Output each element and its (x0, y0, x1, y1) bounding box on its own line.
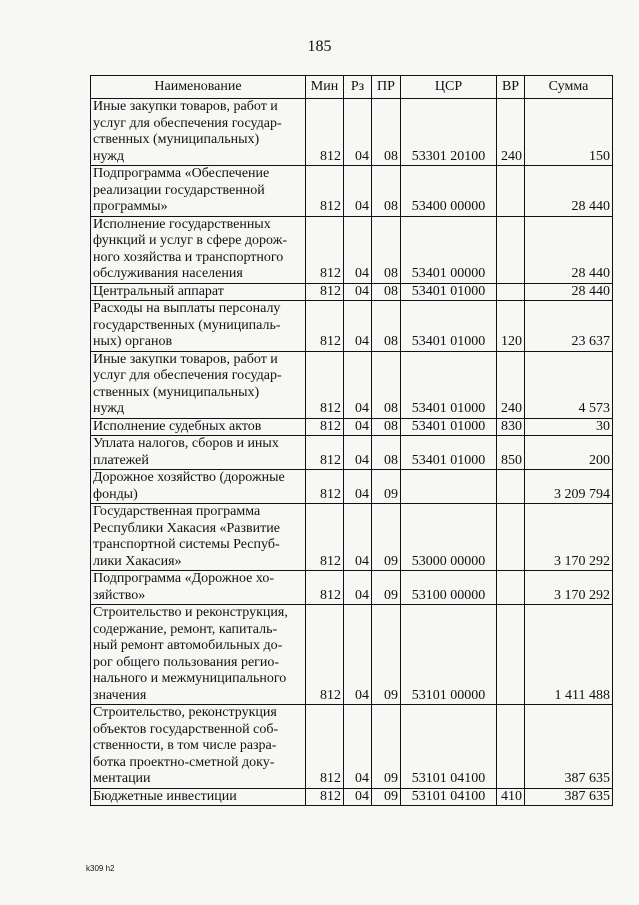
row-csr: 53401 01000 (401, 283, 497, 301)
row-sum: 387 635 (525, 788, 613, 806)
row-pr: 09 (372, 788, 401, 806)
table-row (91, 99, 613, 166)
row-sum: 150 (525, 99, 613, 166)
row-sum: 3 170 292 (525, 571, 613, 605)
row-vr: 850 (497, 436, 525, 470)
row-min: 812 (306, 301, 344, 352)
row-vr (497, 571, 525, 605)
row-min: 812 (306, 216, 344, 283)
row-pr: 08 (372, 99, 401, 166)
row-sum: 200 (525, 436, 613, 470)
row-min: 812 (306, 571, 344, 605)
table-row (91, 470, 613, 504)
row-min: 812 (306, 436, 344, 470)
row-rz: 04 (344, 470, 372, 504)
row-vr: 830 (497, 418, 525, 436)
table-header-row (91, 76, 613, 99)
row-vr (497, 166, 525, 217)
row-rz: 04 (344, 571, 372, 605)
row-pr: 09 (372, 470, 401, 504)
row-rz: 04 (344, 283, 372, 301)
table-row (91, 605, 613, 705)
row-vr: 120 (497, 301, 525, 352)
row-rz: 04 (344, 418, 372, 436)
header-pr: ПР (372, 76, 401, 99)
row-rz: 04 (344, 436, 372, 470)
table-row (91, 351, 613, 418)
row-csr: 53401 01000 (401, 351, 497, 418)
row-sum: 1 411 488 (525, 605, 613, 705)
row-rz: 04 (344, 166, 372, 217)
row-name: Бюджетные инвестиции (91, 788, 306, 806)
row-csr: 53101 00000 (401, 605, 497, 705)
row-name: Строительство, реконструкция объектов государственной соб- ственности, в том числе разра- ботка проектно-сметной доку- ментации (91, 705, 306, 789)
row-rz: 04 (344, 504, 372, 571)
table-row (91, 301, 613, 352)
row-sum: 28 440 (525, 166, 613, 217)
row-sum: 3 209 794 (525, 470, 613, 504)
row-rz: 04 (344, 301, 372, 352)
row-pr: 08 (372, 351, 401, 418)
row-vr: 240 (497, 99, 525, 166)
row-pr: 08 (372, 418, 401, 436)
row-min: 812 (306, 705, 344, 789)
table-row (91, 418, 613, 436)
row-sum: 30 (525, 418, 613, 436)
footer-code: k309 h2 (86, 864, 115, 873)
row-vr (497, 216, 525, 283)
row-rz: 04 (344, 788, 372, 806)
row-pr: 08 (372, 436, 401, 470)
row-sum: 4 573 (525, 351, 613, 418)
row-name: Подпрограмма «Обеспечение реализации государственной программы» (91, 166, 306, 217)
row-name: Исполнение судебных актов (91, 418, 306, 436)
row-min: 812 (306, 504, 344, 571)
header-name: Наименование (91, 76, 306, 99)
table-row (91, 788, 613, 806)
row-min: 812 (306, 166, 344, 217)
row-csr (401, 470, 497, 504)
row-pr: 09 (372, 571, 401, 605)
row-csr: 53401 01000 (401, 301, 497, 352)
row-min: 812 (306, 351, 344, 418)
row-vr (497, 283, 525, 301)
row-name: Иные закупки товаров, работ и услуг для обеспечения государ- ственных (муниципальных) нужд (91, 99, 306, 166)
row-csr: 53100 00000 (401, 571, 497, 605)
table-row (91, 166, 613, 217)
row-min: 812 (306, 99, 344, 166)
row-pr: 09 (372, 705, 401, 789)
row-sum: 28 440 (525, 216, 613, 283)
row-pr: 08 (372, 301, 401, 352)
row-vr (497, 504, 525, 571)
header-rz: Рз (344, 76, 372, 99)
row-rz: 04 (344, 351, 372, 418)
row-rz: 04 (344, 99, 372, 166)
row-min: 812 (306, 418, 344, 436)
row-name: Центральный аппарат (91, 283, 306, 301)
budget-table (90, 75, 613, 806)
table-row (91, 436, 613, 470)
row-min: 812 (306, 470, 344, 504)
row-csr: 53101 04100 (401, 705, 497, 789)
header-min: Мин (306, 76, 344, 99)
row-name: Уплата налогов, сборов и иных платежей (91, 436, 306, 470)
row-csr: 53101 04100 (401, 788, 497, 806)
row-vr: 410 (497, 788, 525, 806)
row-min: 812 (306, 605, 344, 705)
row-vr (497, 605, 525, 705)
table-row (91, 216, 613, 283)
row-csr: 53000 00000 (401, 504, 497, 571)
row-csr: 53400 00000 (401, 166, 497, 217)
row-pr: 09 (372, 504, 401, 571)
table-row (91, 283, 613, 301)
row-vr (497, 470, 525, 504)
row-sum: 23 637 (525, 301, 613, 352)
row-name: Государственная программа Республики Хакасия «Развитие транспортной системы Респуб- лики Хакасия» (91, 504, 306, 571)
row-rz: 04 (344, 605, 372, 705)
table-row (91, 705, 613, 789)
row-vr: 240 (497, 351, 525, 418)
header-sum: Сумма (525, 76, 613, 99)
row-sum: 3 170 292 (525, 504, 613, 571)
row-name: Дорожное хозяйство (дорожные фонды) (91, 470, 306, 504)
row-csr: 53401 01000 (401, 436, 497, 470)
row-vr (497, 705, 525, 789)
row-min: 812 (306, 788, 344, 806)
row-name: Расходы на выплаты персоналу государственных (муниципаль- ных) органов (91, 301, 306, 352)
row-rz: 04 (344, 216, 372, 283)
row-name: Строительство и реконструкция, содержание, ремонт, капиталь- ный ремонт автомобильных до- рог общего пользования регио- нального и межмуниципального значения (91, 605, 306, 705)
row-pr: 08 (372, 216, 401, 283)
table-row (91, 504, 613, 571)
row-csr: 53301 20100 (401, 99, 497, 166)
row-pr: 08 (372, 283, 401, 301)
row-min: 812 (306, 283, 344, 301)
table-row (91, 571, 613, 605)
row-name: Подпрограмма «Дорожное хо- зяйство» (91, 571, 306, 605)
row-sum: 387 635 (525, 705, 613, 789)
header-vr: ВР (497, 76, 525, 99)
row-name: Исполнение государственных функций и услуг в сфере дорож- ного хозяйства и транспортного обслуживания населения (91, 216, 306, 283)
row-csr: 53401 00000 (401, 216, 497, 283)
header-csr: ЦСР (401, 76, 497, 99)
row-pr: 09 (372, 605, 401, 705)
row-csr: 53401 01000 (401, 418, 497, 436)
row-pr: 08 (372, 166, 401, 217)
row-sum: 28 440 (525, 283, 613, 301)
page-number: 185 (307, 38, 332, 55)
row-name: Иные закупки товаров, работ и услуг для обеспечения государ- ственных (муниципальных) нужд (91, 351, 306, 418)
row-rz: 04 (344, 705, 372, 789)
